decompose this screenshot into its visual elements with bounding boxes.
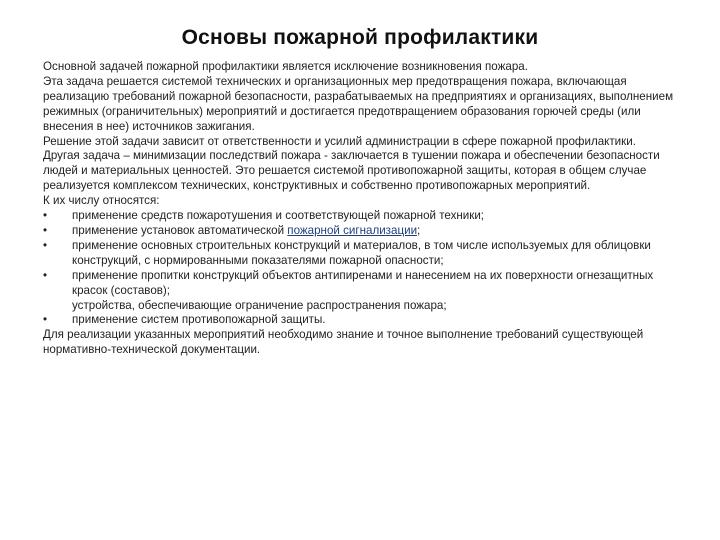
paragraph-main-task: Основной задачей пожарной профилактики является исключение возникновения пожара. <box>43 60 528 73</box>
bullet-marker: • <box>43 238 48 252</box>
bullet-continuation-devices: устройства, обеспечивающие ограничение распространения пожара; <box>72 298 447 312</box>
bullet-marker: • <box>43 209 48 223</box>
paragraph-task-solution: Эта задача решается системой технических и организационных мер предотвращения пожара, включающая реализацию требований пожарной безопасности, разрабатываемых на предприятиях и организациях, выполнением режимных (ограничительных) мероприятий и достигается предотвращением образования горючей среды (или внесения в нее) источников зажигания. <box>43 74 674 133</box>
bullet-item-impregnation <box>43 269 683 299</box>
bullet-text: применение систем противопожарной защиты. <box>72 313 326 327</box>
bullet-text: применение установок автоматической <box>72 223 288 237</box>
bullet-marker: • <box>43 268 48 282</box>
bullet-marker: • <box>43 313 48 327</box>
bullet-text: применение основных строительных конструкций и материалов, в том числе используемых для облицовки конструкций, с нормированными показателями пожарной опасности; <box>72 238 651 267</box>
bullet-item-structures <box>43 239 683 269</box>
bullet-item-extinguishing <box>43 209 683 224</box>
bullet-item-alarm <box>43 224 683 239</box>
paragraph-responsibility: Решение этой задачи зависит от ответственности и усилий администрации в сфере пожарной профилактики. <box>43 134 636 148</box>
paragraph-conclusion: Для реализации указанных мероприятий необходимо знание и точное выполнение требований существующей нормативно-технической документации. <box>43 328 644 357</box>
paragraph-list-intro: К их числу относятся: <box>43 194 160 208</box>
bullet-item-protection-systems <box>43 313 683 328</box>
slide-title: Основы пожарной профилактики <box>181 26 539 49</box>
bullet-text: применение пропитки конструкций объектов антипиренами и нанесением на их поверхности огнезащитных красок (составов); <box>72 268 654 297</box>
paragraph-second-task: Другая задача – минимизации последствий пожара - заключается в тушении пожара и обеспечении безопасности людей и материальных ценностей. Это решается системой противопожарной защиты, которая в общем случае реализуется комплексом технических, конструктивных и собственно противопожарных мероприятий. <box>43 149 660 193</box>
slide-body <box>43 60 683 358</box>
bullet-text: применение средств пожаротушения и соответствующей пожарной техники; <box>72 209 485 223</box>
bullet-marker: • <box>43 223 48 237</box>
bullet-text-end: ; <box>417 223 421 237</box>
fire-alarm-link[interactable]: пожарной сигнализации <box>287 223 418 237</box>
